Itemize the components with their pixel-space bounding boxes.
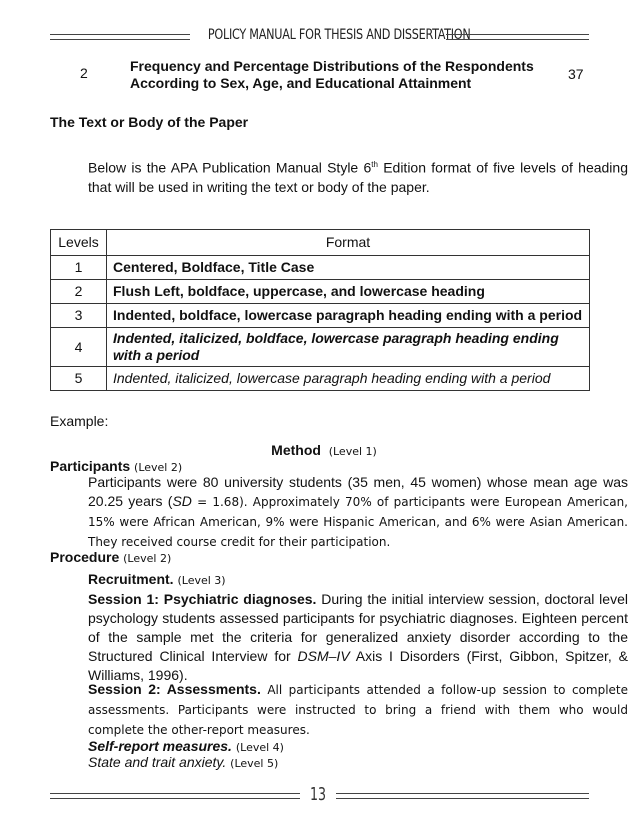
table-row <box>51 256 590 280</box>
header-rule-right <box>446 34 589 40</box>
procedure-heading-text: Procedure <box>50 549 120 565</box>
participants-heading-text: Participants <box>50 458 131 474</box>
format-cell: Indented, italicized, boldface, lowercase paragraph heading ending with a period <box>107 328 590 367</box>
session2-paragraph <box>50 680 628 740</box>
session1-text: During the initial interview session, doctoral level psychology students assessed participants for psychiatric diagnoses. Eighteen percent of the sample met the criteria for generalized anxiety disorder according to the Structured Clinical Interview for <box>88 591 628 664</box>
participants-text: Participants were 80 university students (35 men, 45 women) whose mean age was 20.25 years ( <box>88 474 628 509</box>
recruitment-heading-text: Recruitment. <box>88 571 174 587</box>
dsm-label: DSM–IV <box>297 648 350 664</box>
session1-paragraph <box>50 590 628 685</box>
example-label: Example: <box>50 413 109 429</box>
table-row <box>51 280 590 304</box>
participants-level-note: (Level 2) <box>134 461 183 474</box>
format-cell: Centered, Boldface, Title Case <box>107 256 590 280</box>
list-of-tables-number: 2 <box>80 65 88 81</box>
procedure-heading <box>50 548 590 568</box>
participants-paragraph <box>50 473 628 552</box>
level-cell: 1 <box>51 256 107 280</box>
method-heading <box>0 442 638 458</box>
table-row <box>51 328 590 367</box>
state-trait-level-note: (Level 5) <box>230 757 279 770</box>
list-of-tables-title: Frequency and Percentage Distributions of the Respondents According to Sex, Age, and Educational Attainment <box>130 58 534 91</box>
recruitment-level-note: (Level 3) <box>177 574 226 587</box>
state-trait-heading <box>50 753 628 773</box>
session1-heading: Session 1: Psychiatric diagnoses. <box>88 591 317 607</box>
method-level-note: (Level 1) <box>328 445 377 458</box>
self-report-heading-text: Self-report measures. <box>88 738 232 754</box>
format-cell: Indented, italicized, lowercase paragraph heading ending with a period <box>107 367 590 391</box>
header-rule-left <box>50 34 190 40</box>
footer-rule-left <box>50 793 300 799</box>
session2-text: All participants attended a follow-up session to complete assessments. Participants were instructed to bring a friend with them who would complete the other-report measures. <box>88 683 629 737</box>
level-cell: 3 <box>51 304 107 328</box>
sd-label: SD <box>172 493 192 509</box>
table-row <box>51 367 590 391</box>
intro-superscript: th <box>371 160 378 169</box>
intro-text: Below is the APA Publication Manual Style 6 <box>88 159 372 176</box>
procedure-level-note: (Level 2) <box>123 552 172 565</box>
level-cell: 5 <box>51 367 107 391</box>
table-row <box>51 304 590 328</box>
format-cell: Indented, boldface, lowercase paragraph heading ending with a period <box>107 304 590 328</box>
list-of-tables-page: 37 <box>568 66 584 82</box>
column-header-levels: Levels <box>51 230 107 256</box>
session1-text-continued: Axis I Disorders (First, Gibbon, Spitzer, & Williams, 1996). <box>88 648 628 683</box>
recruitment-heading <box>50 570 628 590</box>
column-header-format: Format <box>107 230 590 256</box>
running-header: POLICY MANUAL FOR THESIS AND DISSERTATION <box>207 27 471 43</box>
participants-text-continued: = 1.68). Approximately 70% of participants were European American, 15% were African American, 9% were Hispanic American, and 6% were Asian American. They received course credit for their participation. <box>88 495 628 549</box>
section-heading: The Text or Body of the Paper <box>50 114 249 130</box>
intro-text-continued: Edition format of five levels of heading that will be used in writing the text or body of the paper. <box>88 159 628 195</box>
level-cell: 2 <box>51 280 107 304</box>
method-heading-text: Method <box>271 442 321 458</box>
level-cell: 4 <box>51 328 107 367</box>
page-number: 13 <box>309 784 327 805</box>
heading-levels-table <box>50 229 590 391</box>
format-cell: Flush Left, boldface, uppercase, and lowercase heading <box>107 280 590 304</box>
intro-paragraph <box>50 155 628 197</box>
table-header-row <box>51 230 590 256</box>
session2-heading: Session 2: Assessments. <box>88 681 261 697</box>
self-report-level-note: (Level 4) <box>235 741 284 754</box>
footer-rule-right <box>336 793 589 799</box>
state-trait-heading-text: State and trait anxiety. <box>88 754 227 770</box>
